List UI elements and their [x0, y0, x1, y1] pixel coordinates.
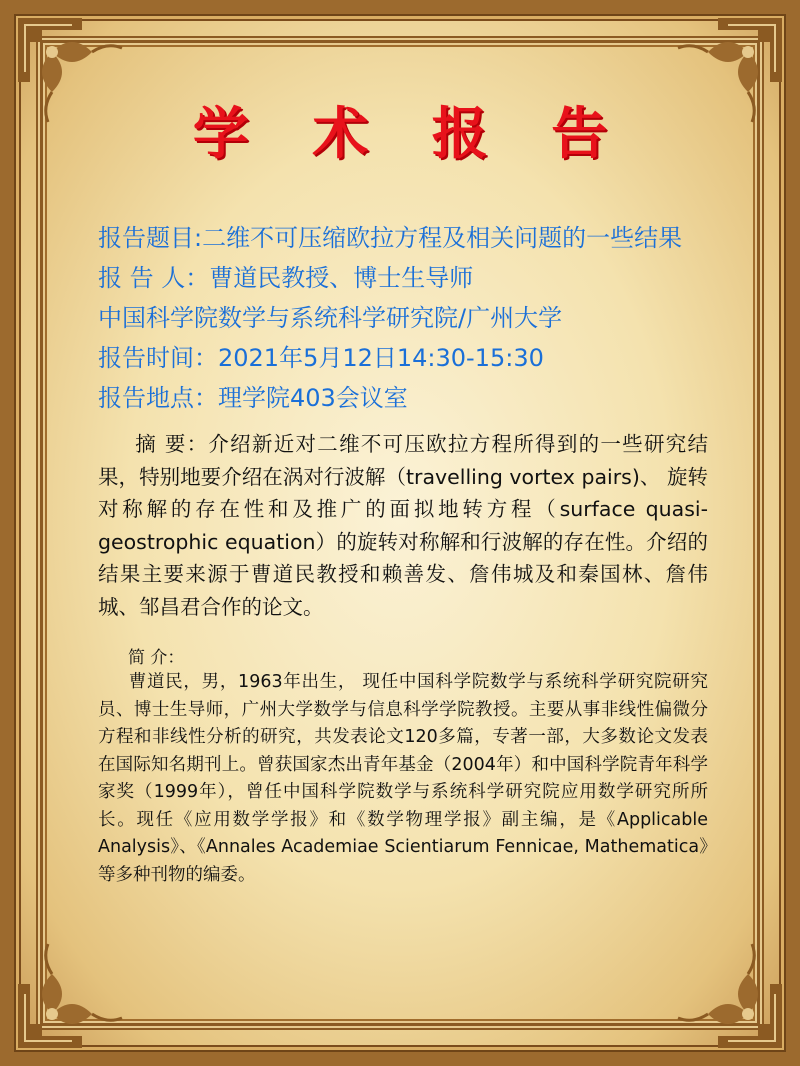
- report-speaker: 报 告 人：曹道民教授、博士生导师: [98, 264, 474, 292]
- poster-title: 学 术 报 告: [192, 102, 630, 167]
- report-topic: 报告题目:二维不可压缩欧拉方程及相关问题的一些结果: [98, 224, 683, 252]
- bio-heading: 简 介：: [128, 648, 185, 668]
- abstract-section: [98, 428, 708, 623]
- report-time: 报告时间：2021年5月12日14:30-15:30: [98, 344, 544, 372]
- bio-text: 曹道民，男，1963年出生， 现任中国科学院数学与系统科学研究院研究员、博士生导师，广州大学数学与信息科学学院教授。主要从事非线性偏微分方程和非线性分析的研究，共发表论文120多篇，专著一部，大多数论文发表在国际知名期刊上。曾获国家杰出青年基金（2004年）和中国科学院青年科学家奖（1999年），曾任中国科学院数学与系统科学研究院应用数学研究所所长。现任《应用数学学报》和《数学物理学报》副主编，是《Applicable Analysis》、《Annales Academiae Scientiarum Fennicae, Mathematica》等多种刊物的编委。: [98, 672, 708, 885]
- bio-section: [98, 669, 708, 889]
- speaker-affiliation: 中国科学院数学与系统科学研究院/广州大学: [98, 304, 563, 332]
- abstract-text: 摘 要：介绍新近对二维不可压欧拉方程所得到的一些研究结果，特别地要介绍在涡对行波解（travelling vortex pairs)、 旋转对称解的存在性和及推广的面拟地转方程（surface quasi-geostrophic equation）的旋转对称解和行波解的存在性。介绍的结果主要来源于曹道民教授和赖善发、詹伟城及和秦国林、詹伟城、邹昌君合作的论文。: [98, 432, 708, 619]
- corner-ornament-bottom-left: [12, 934, 132, 1054]
- report-place: 报告地点：理学院403会议室: [98, 384, 408, 412]
- report-info: [98, 218, 748, 418]
- corner-ornament-bottom-right: [668, 934, 788, 1054]
